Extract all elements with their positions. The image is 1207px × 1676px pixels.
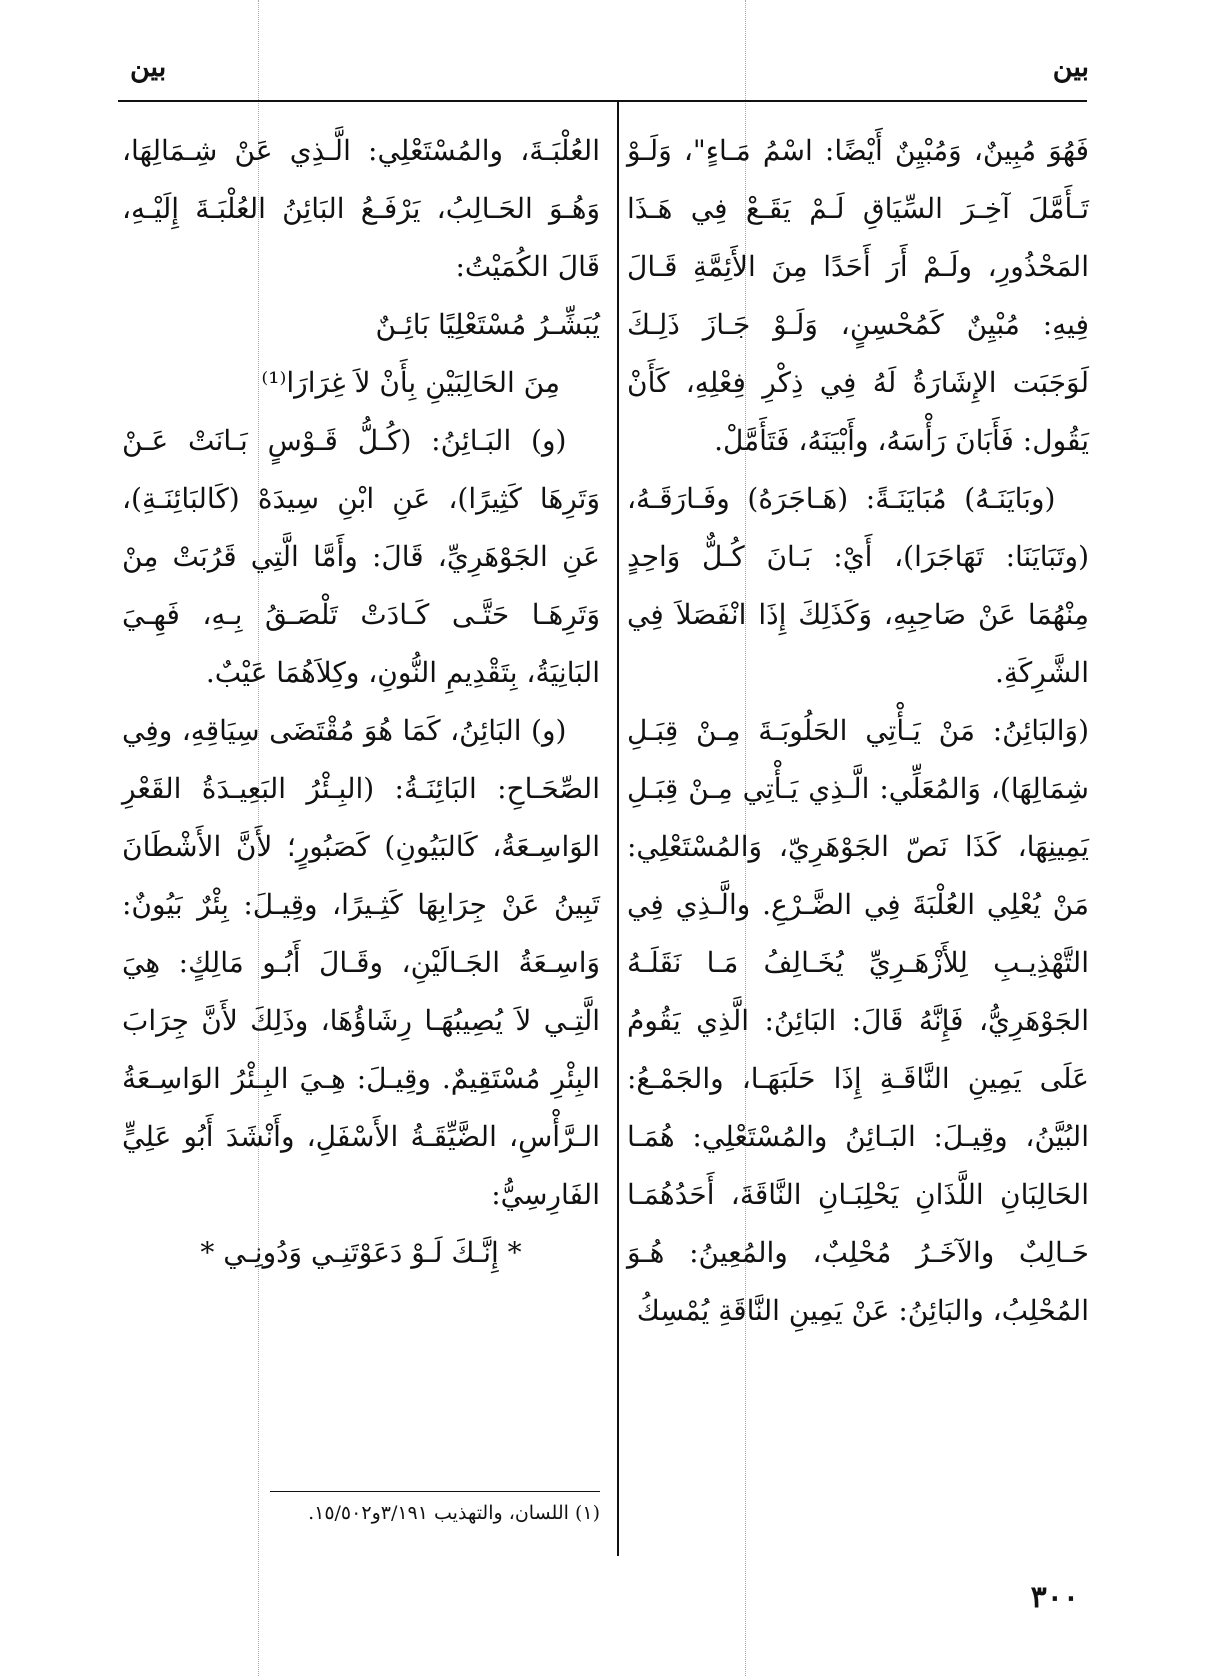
paragraph: (وَالبَائِنُ: مَنْ يَـأْتِي الحَلُوبَـةَ مِـنْ قِبَـلِ شِمَالِهَا)، وَالمُعَلِّي: الَّـذِي يَـأْتِي مِـنْ قِبَـلِ يَمِينِهَا، كَذَا نَصّ الجَوْهَرِيّ، وَالمُسْتَعْلِي: مَنْ يُعْلِي العُلْبَةَ فِي الضَّـرْعِ. والَّـذِي فِي التَّهْذِيـبِ لِلأَزْهَـرِيِّ يُخَـالِفُ مَـا نَقَلَـهُ الجَوْهَرِيُّ، فَإِنَّهُ قَالَ: البَائِنُ: الَّذِي يَقُومُ عَلَى يَمِينِ النَّاقَـةِ إِذَا حَلَبَهَـا، والجَمْـعُ: البُيَّنُ، وقِيـلَ: البَـائِنُ والمُسْتَعْلِي: هُمَـا الحَالِبَانِ اللَّذَانِ يَحْلِبَـانِ النَّاقَةَ، أَحَدُهُمَـا حَـالِبٌ والآخَـرُ مُحْلِبٌ، والمُعِينُ: هُـوَ المُحْلِبُ، والبَائِنُ: عَنْ يَمِينِ النَّاقَةِ يُمْسِكُ bbox=[627, 714, 1089, 1327]
verse-hemistich-2: مِنَ الحَالِبَيْنِ بِأَنْ لاَ غِرَارَا⁽¹⁾ bbox=[261, 366, 560, 399]
footnote-rule bbox=[270, 1491, 600, 1492]
footnote: (١) اللسان، والتهذيب ٣/١٩١و١٥/٥٠٢. bbox=[308, 1502, 600, 1524]
page-number: ٣٠٠ bbox=[1030, 1580, 1079, 1615]
running-header-left: بين bbox=[130, 52, 167, 83]
paragraph: (وبَايَنَـهُ) مُبَايَنَـةً: (هَـاجَرَهُ) وفَـارَقَـهُ، (وتَبَايَنَا: تَهَاجَرَا)، أَيْ: بَـانَ كُـلٌّ وَاحِدٍ مِنْهُمَا عَنْ صَاحِبِهِ، وَكَذَلِكَ إِذَا انْفَصَلاَ فِي الشَّرِكَةِ. bbox=[627, 482, 1089, 689]
paragraph: العُلْبَـةَ، والمُسْتَعْلِي: الَّـذِي عَنْ شِـمَالِهَا، وَهُـوَ الحَـالِبُ، يَرْفَـعُ البَائِنُ العُلْبَـةَ إِلَيْـهِ، قَالَ الكُمَيْتُ: bbox=[122, 134, 600, 283]
running-header-right: بين bbox=[1052, 52, 1089, 83]
right-column bbox=[627, 122, 1089, 1340]
paragraph: (و) البَائِنُ، كَمَا هُوَ مُقْتَضَى سِيَاقِهِ، وفِي الصِّحَـاحِ: البَائِنَـةُ: (البِـئْرُ البَعِيـدَةُ القَعْرِ الوَاسِـعَةُ، كَالبَيُونِ) كَصَبُورٍ؛ لأَنَّ الأَشْطَانَ تَبِينُ عَنْ جِرَابِهَا كَثِـيرًا، وقِيـلَ: بِئْرٌ بَيُونٌ: وَاسِـعَةُ الجَـالَيْنِ، وقَـالَ أَبُـو مَالِكٍ: هِيَ الَّتِـي لاَ يُصِيبُهَـا رِشَاؤُهَا، وذَلِكَ لأَنَّ جِرَابَ البِئْرِ مُسْتَقِيمٌ. وقِيـلَ: هِـيَ البِـئْرُ الوَاسِـعَةُ الـرَّأْسِ، الضَّيِّقَـةُ الأَسْفَلِ، وأَنْشَدَ أَبُو عَلِيٍّ الفَارِسِيُّ: bbox=[122, 714, 600, 1211]
verse-hemistich-1: يُبَشِّـرُ مُسْتَعْلِيًا بَائِـنٌ bbox=[375, 308, 600, 341]
paragraph: (و) البَـائِنُ: (كُـلُّ قَـوْسٍ بَـانَتْ عَـنْ وَتَرِهَا كَثِيرًا)، عَنِ ابْنِ سِيدَهْ (كَالبَائِنَـةِ)، عَنِ الجَوْهَرِيِّ، قَالَ: وأَمَّا الَّتِي قَرُبَتْ مِنْ وَتَرِهَـا حَتَّـى كَـادَتْ تَلْصَـقُ بِـهِ، فَهِـيَ البَانِيَةُ، بِتَقْدِيمِ النُّونِ، وكِلاَهُمَا عَيْبٌ. bbox=[122, 424, 600, 689]
column-divider bbox=[617, 101, 619, 1556]
paragraph: فَهُوَ مُبِينٌ، وَمُبْيِنٌ أَيْضًا: اسْمُ مَـاءٍ"، وَلَـوْ تَـأَمَّلَ آخِـرَ السِّيَاقِ لَـمْ يَقَـعْ فِي هَـذَا المَحْذُورِ، ولَـمْ أَرَ أَحَدًا مِنَ الأَئِمَّةِ قَـالَ فِيهِ: مُبْيِنٌ كَمُحْسِنٍ، وَلَـوْ جَـازَ ذَلِـكَ لَوَجَبَت الإِشَارَةُ لَهُ فِي ذِكْرِ فِعْلِهِ، كَأَنْ يَقُول: فَأَبَانَ رَأْسَهُ، وأَبْيَنَهُ، فَتَأَمَّلْ. bbox=[627, 134, 1089, 457]
header-rule bbox=[118, 100, 1087, 102]
verse-line: * إِنَّـكَ لَـوْ دَعَوْتَنِـي وَدُونِـي * bbox=[200, 1236, 522, 1269]
left-column bbox=[122, 122, 600, 1542]
